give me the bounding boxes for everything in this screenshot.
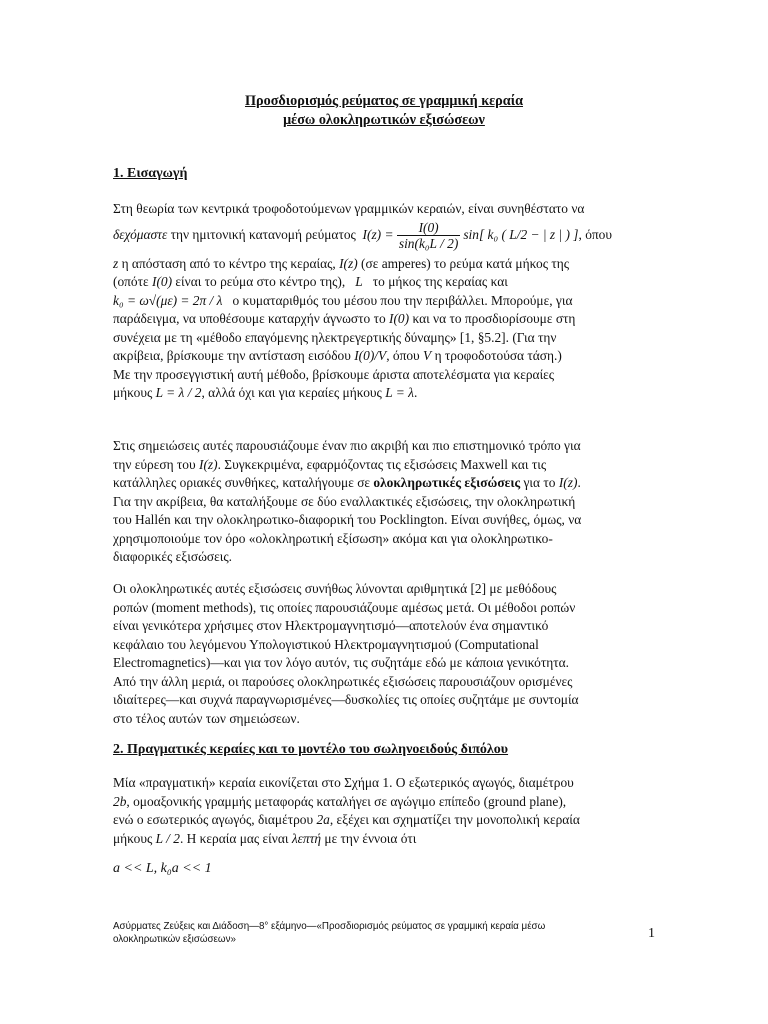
text-span: (οπότε <box>113 274 149 289</box>
text-span: και να το προσδιορίσουμε στη <box>412 311 576 326</box>
sym-2a: 2a <box>316 812 330 827</box>
text-line: ιδιαίτερες—και συχνά παραγνωρισμένες—δυσκολίες τις οποίες συζητάμε με συντομία <box>113 692 579 707</box>
text-line <box>113 292 655 311</box>
text-span: ακρίβεια, βρίσκουμε την αντίσταση εισόδου <box>113 348 351 363</box>
page-footer: Ασύρματες Ζεύξεις και Διάδοση—8° εξάμηνο—«Προσδιορισμός ρεύματος σε γραμμική κεραία μέσω ολοκληρωτικών εξισώσεων» <box>113 921 546 945</box>
text-line: χρησιμοποιούμε τον όρο «ολοκληρωτική εξίσωση» ακόμα και για ολοκληρωτικο- <box>113 530 553 546</box>
text-span: (σε amperes) το ρεύμα κατά μήκος της <box>361 255 570 271</box>
intro-paragraph-2 <box>113 437 655 567</box>
sym-z: z <box>113 255 119 271</box>
eq-lhs: I(z) = <box>362 227 394 243</box>
text-line <box>113 793 655 812</box>
eq-fraction <box>397 220 460 251</box>
text-line: Στις σημειώσεις αυτές παρουσιάζουμε έναν πιο ακριβή και πιο επιστημονικό τρόπο για <box>113 438 581 453</box>
text-line <box>113 310 655 329</box>
text-line <box>113 255 655 274</box>
text-line: Στη θεωρία των κεντρικά τροφοδοτούμενων γραμμικών κεραιών, είναι συνηθέστατο να <box>113 201 585 216</box>
title-line-2: μέσω ολοκληρωτικών εξισώσεων <box>283 112 485 128</box>
text-span: , αλλά όχι και για κεραίες μήκους <box>201 385 382 400</box>
section-2-paragraph-1 <box>113 774 655 848</box>
page-number: 1 <box>648 926 655 941</box>
text-line: Με την προσεγγιστική αυτή μέθοδο, βρίσκουμε άριστα αποτελέσματα για κεραίες <box>113 366 555 382</box>
text-line <box>113 456 655 475</box>
bold-term: ολοκληρωτικές εξισώσεις <box>373 475 521 490</box>
text-span: μήκους <box>113 385 153 400</box>
sym-L: L <box>355 274 363 289</box>
text-span: μήκους <box>113 830 153 846</box>
intro-paragraph-3 <box>113 580 655 728</box>
text-line: Για την ακρίβεια, θα καταλήξουμε σε δύο εναλλακτικές εξισώσεις, την ολοκληρωτική <box>113 493 576 509</box>
section-2-heading: 2. Πραγματικές κεραίες και το μοντέλο του σωληνοειδούς διπόλου <box>113 742 509 757</box>
text-span: , εξέχει και σχηματίζει την μονοπολική κεραία <box>329 812 580 827</box>
text-span: . Η κεραία μας είναι <box>179 830 289 846</box>
thin-word: λεπτή <box>291 830 322 846</box>
sym-L-lambda: L = λ <box>385 385 414 400</box>
section-1-heading: 1. Εισαγωγή <box>113 166 188 181</box>
text-line <box>113 830 655 849</box>
sym-2b: 2b <box>113 793 127 809</box>
text-span: ο κυματαριθμός του μέσου που την περιβάλλει. Μπορούμε, για <box>232 292 573 308</box>
sym-Iz: I(z) <box>558 475 578 490</box>
text-span: για το <box>523 475 556 490</box>
eq-numerator: I(0) <box>397 220 460 236</box>
text-line: μήκους L = λ / 2, αλλά όχι και για κεραίες μήκους L = λ. <box>113 385 418 400</box>
k0-expression: k₀ = ω√(με) = 2π / λ <box>113 292 223 308</box>
text-span: , όπου <box>578 227 612 243</box>
text-span: , ομοαξονικής γραμμής μεταφοράς καταλήγει σε αγώγιμο επίπεδο (ground plane), <box>126 793 567 809</box>
text-line: Από την άλλη μεριά, οι παρούσες ολοκληρωτικές εξισώσεις παρουσιάζουν ορισμένες <box>113 673 573 689</box>
title-line-1: Προσδιορισμός ρεύματος σε γραμμική κεραία <box>244 93 524 109</box>
current-distribution-line <box>113 217 655 255</box>
text-span: , όπου <box>386 348 420 363</box>
text-line: κεφάλαιο του λεγόμενου Υπολογιστικού Ηλεκτρομαγνητισμού (Computational <box>113 636 539 652</box>
text-line: στο τέλος αυτών των σημειώσεων. <box>113 710 300 726</box>
sym-Iz: I(z) <box>339 255 358 271</box>
thin-condition-equation: a << L, k₀a << 1 <box>113 861 212 876</box>
text-line: κατάλληλες οριακές συνθήκες, καταλήγουμε σε ολοκληρωτικές εξισώσεις για το I(z). <box>113 475 581 490</box>
sym-I0V: I(0)/V <box>354 348 387 363</box>
text-span: ενώ ο εσωτερικός αγωγός, διαμέτρου <box>113 812 314 827</box>
text-span: το μήκος της κεραίας και <box>372 274 508 289</box>
text-line: Οι ολοκληρωτικές αυτές εξισώσεις συνήθως λύνονται αριθμητικά [2] με μεθόδους <box>113 581 557 596</box>
text-span: κατάλληλες οριακές συνθήκες, καταλήγουμε σε <box>113 475 371 490</box>
sym-I0: I(0) <box>389 311 410 326</box>
text-line: του Hallén και την ολοκληρωτικο-διαφορική του Pocklington. Είναι συνήθες, όμως, να <box>113 512 582 527</box>
text-span: με την έννοια ότι <box>324 830 417 846</box>
text-line <box>113 273 655 292</box>
document-title <box>0 92 768 130</box>
text-line: διαφορικές εξισώσεις. <box>113 549 232 564</box>
text-line: Μία «πραγματική» κεραία εικονίζεται στο Σχήμα 1. Ο εξωτερικός αγωγός, διαμέτρου <box>113 775 574 790</box>
text-span: η απόσταση από το κέντρο της κεραίας, <box>121 255 336 271</box>
text-span: την ημιτονική κατανομή ρεύματος <box>170 227 356 243</box>
text-span: παράδειγμα, να υποθέσουμε καταρχήν άγνωστο το <box>113 311 386 326</box>
text-line: είναι γενικότερα χρήσιμες στον Ηλεκτρομαγνητισμό—αποτελούν ένα σημαντικό <box>113 618 549 633</box>
text-line: Electromagnetics)—και για τον λόγο αυτόν, τις συζητάμε εδώ με κάποια γενικότητα. <box>113 655 569 670</box>
sym-V: V <box>423 348 432 363</box>
sym-I0: I(0) <box>151 274 173 289</box>
text-line <box>113 347 655 366</box>
text-line: συνέχεια με τη «μέθοδο επαγόμενης ηλεκτρεγερτικής δύναμης» [1, §5.2]. (Για την <box>113 329 557 345</box>
text-span: η τροφοδοτούσα τάση.) <box>434 348 562 363</box>
text-span: την εύρεση του <box>113 456 196 472</box>
sym-Iz: I(z) <box>198 456 218 472</box>
eq-rhs: sin[ k₀ ( L/2 − | z | ) ] <box>463 227 579 243</box>
text-line <box>113 811 655 830</box>
text-span: . Συγκεκριμένα, εφαρμόζοντας τις εξισώσεις Maxwell και τις <box>217 456 547 472</box>
intro-paragraph-1 <box>113 200 655 403</box>
text-span: είναι το ρεύμα στο κέντρο της), <box>175 274 346 289</box>
eq-denominator: sin(k₀L / 2) <box>398 236 459 251</box>
sym-L-half-lambda: L = λ / 2 <box>155 385 202 400</box>
accept-word: δεχόμαστε <box>113 227 168 243</box>
sym-L-half: L / 2 <box>155 830 180 846</box>
text-line: ροπών (moment methods), τις οποίες παρουσιάζουμε αμέσως μετά. Οι μέθοδοι ροπών <box>113 599 576 615</box>
